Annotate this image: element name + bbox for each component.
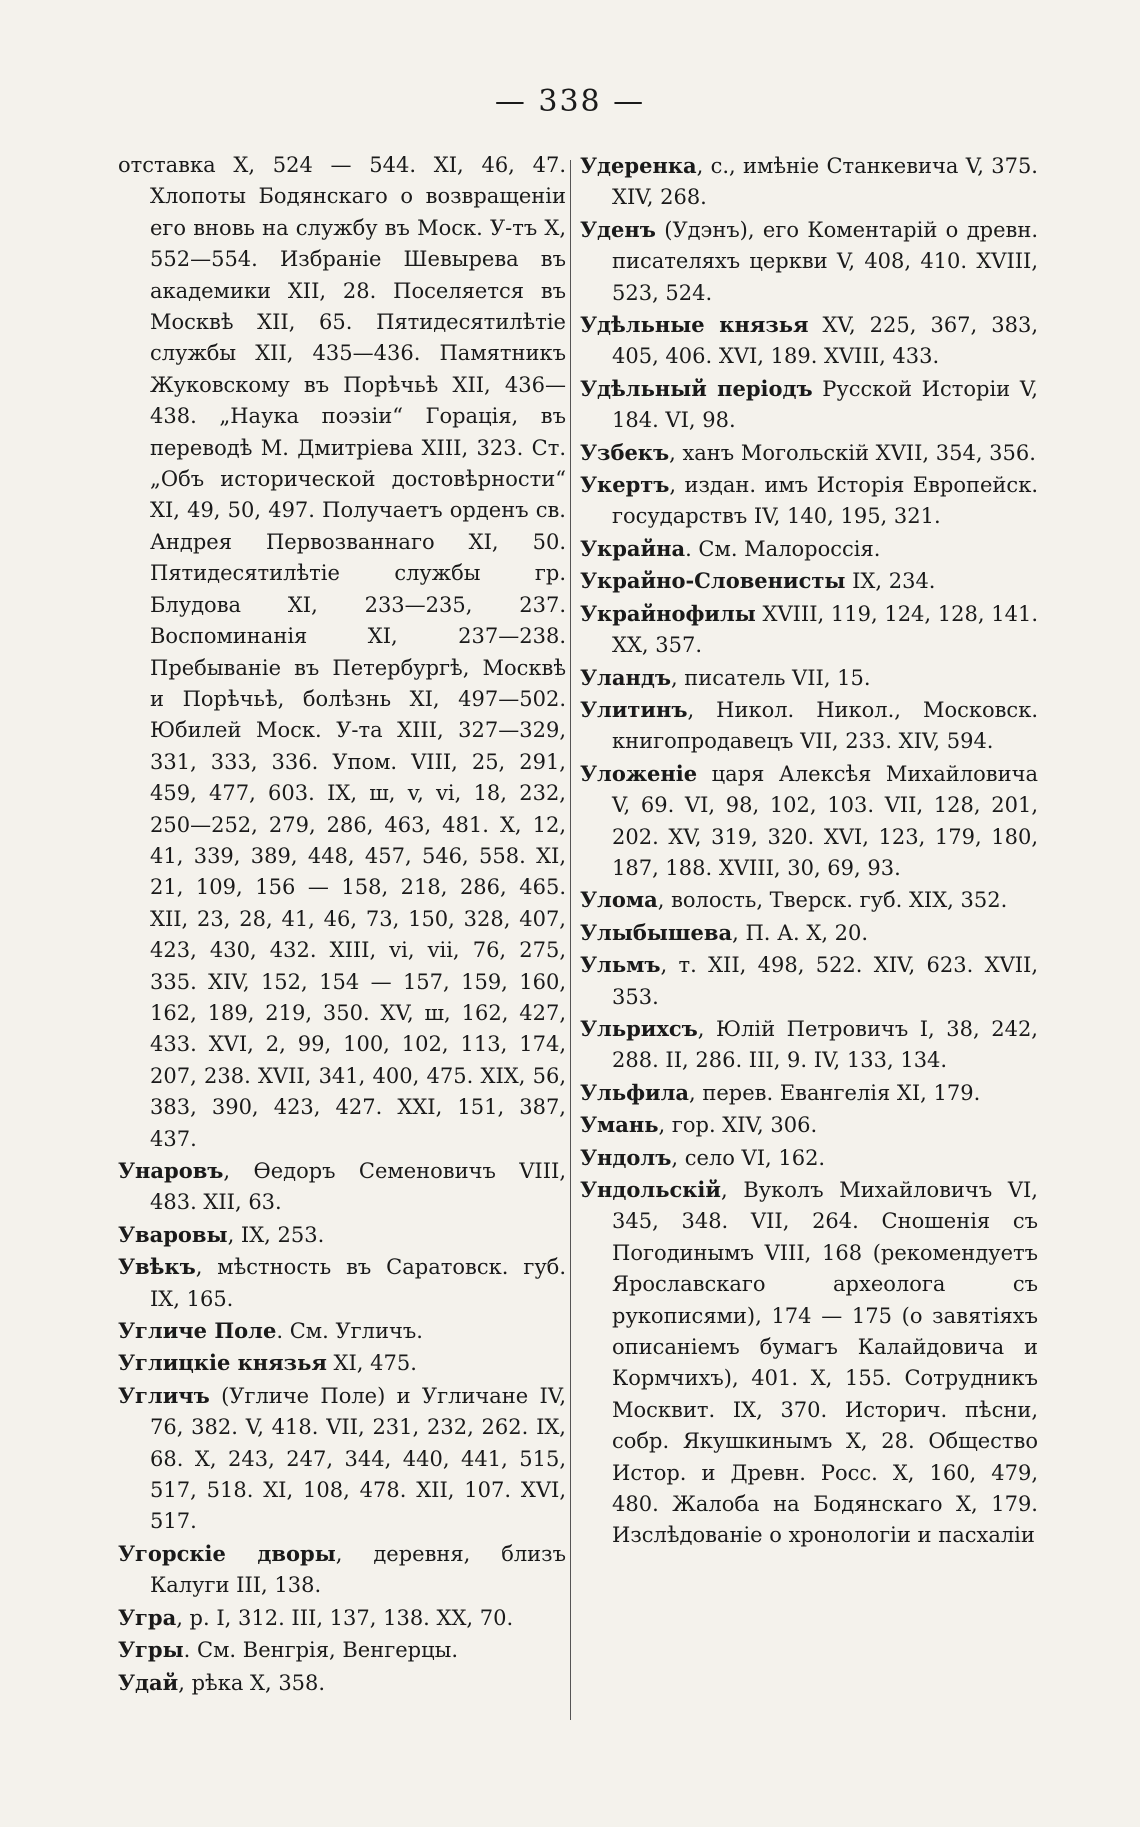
entry-text: , с., имѣніе Станкевича V, 375. XIV, 268. <box>612 154 1038 210</box>
index-entry <box>580 884 1038 916</box>
index-entry <box>580 949 1038 1013</box>
entry-text: , деревня, близъ Калуги III, 138. <box>150 1541 566 1598</box>
entry-headword: Угличе Поле <box>118 1318 277 1344</box>
entry-headword: Уландъ <box>580 664 671 690</box>
entry-text: , IX, 253. <box>227 1222 325 1247</box>
index-entry <box>118 1251 566 1315</box>
entry-headword: Угра <box>118 1604 177 1630</box>
index-entry <box>118 1602 566 1634</box>
entry-text: IX, 234. <box>845 569 936 594</box>
index-entry <box>580 1142 1038 1174</box>
entry-text: XI, 475. <box>326 1351 417 1376</box>
entry-headword: Ундольскій <box>580 1177 721 1202</box>
index-entry <box>580 1077 1038 1109</box>
entry-text: , р. I, 312. III, 137, 138. XX, 70. <box>176 1605 514 1630</box>
entry-text: Русской Исторіи V, 184. VI, 98. <box>612 376 1038 433</box>
entry-text: (Удэнъ), его Коментарій о древн. писателяхъ церкви V, 408, 410. XVIII, 523, 524. <box>612 217 1038 305</box>
entry-headword: Укертъ <box>580 472 670 498</box>
entry-text: , ханъ Могольскій XVII, 354, 356. <box>669 440 1036 465</box>
entry-text: . См. Малороссія. <box>685 536 881 561</box>
entry-text: , мѣстность въ Саратовск. губ. IX, 165. <box>150 1255 566 1311</box>
entry-text: , Юлій Петровичъ I, 38, 242, 288. II, 286. III, 9. IV, 133, 134. <box>612 1016 1038 1073</box>
entry-headword: Увѣкъ <box>118 1254 196 1280</box>
index-entry <box>118 1667 566 1699</box>
left-column <box>118 150 566 1699</box>
entry-headword: Улыбышева <box>580 919 733 945</box>
entry-text: царя Алексѣя Михайловича V, 69. VI, 98, 102, 103. VII, 128, 201, 202. XV, 319, 320. XVI, 123, 179, 180, 187, 188. XVIII, 30, 69, 93. <box>612 761 1038 880</box>
entry-headword: Уденъ <box>580 216 656 242</box>
entry-headword: Узбекъ <box>580 439 670 465</box>
entry-headword: Украйнофилы <box>580 600 756 626</box>
index-entry <box>118 1347 566 1379</box>
entry-text: , перев. Евангелія XI, 179. <box>689 1080 981 1105</box>
entry-headword: Улома <box>580 887 658 913</box>
entry-text: , т. XII, 498, 522. XIV, 623. XVII, 353. <box>612 953 1038 1009</box>
entry-headword: Ульрихсъ <box>580 1015 698 1041</box>
index-entry <box>580 917 1038 949</box>
index-entry <box>580 758 1038 885</box>
entry-headword: Умань <box>580 1112 659 1138</box>
index-entry <box>580 1174 1038 1552</box>
index-entry <box>580 565 1038 597</box>
entry-text: , писатель VII, 15. <box>670 665 871 690</box>
entry-text: , Вуколъ Михайловичъ VI, 345, 348. VII, 264. Сношенія съ Погодинымъ VIII, 168 (рекомендуетъ Ярославскаго археолога съ рукописями), 174 — 175 (о завятіяхъ описаніемъ бумагъ Калайдовича и Кормчихъ), 401. X, 155. Сотрудникъ Москвит. IX, 370. Историч. пѣсни, собр. Якушкинымъ X, 28. Общество Истор. и Древн. Росс. X, 160, 479, 480. Жалоба на Бодянскаго X, 179. Изслѣдованіе о хронологіи и пасхаліи <box>612 1178 1038 1548</box>
entry-text: , гор. XIV, 306. <box>658 1113 818 1138</box>
entry-headword: Уложеніе <box>580 760 698 786</box>
entry-headword: Углицкіе князья <box>118 1350 327 1376</box>
index-entry <box>118 1155 566 1219</box>
index-entry <box>118 1315 566 1347</box>
index-entry <box>580 373 1038 437</box>
entry-text: XV, 225, 367, 383, 405, 406. XVI, 189. XVIII, 433. <box>612 313 1038 369</box>
entry-text: , Ѳедоръ Семеновичъ VIII, 483. XII, 63. <box>150 1159 566 1215</box>
index-entry <box>118 150 566 1155</box>
index-entry <box>580 533 1038 565</box>
entry-text: . См. Угличъ. <box>276 1319 423 1344</box>
entry-text: . См. Венгрія, Венгерцы. <box>183 1638 458 1663</box>
page-number: — 338 — <box>494 84 646 119</box>
entry-headword: Угличъ <box>118 1382 210 1408</box>
entry-text: , Никол. Никол., Московск. книгопродавецъ VII, 233. XIV, 594. <box>612 697 1038 754</box>
entry-headword: Ульмъ <box>580 952 661 978</box>
index-entry <box>118 1380 566 1538</box>
index-entry <box>580 694 1038 758</box>
entry-headword: Унаровъ <box>118 1158 224 1183</box>
entry-text: , П. А. X, 20. <box>732 920 869 945</box>
entry-headword: Ульфила <box>580 1079 690 1105</box>
index-entry <box>580 1109 1038 1141</box>
index-entry <box>580 437 1038 469</box>
index-entry <box>580 598 1038 662</box>
entry-headword: Угры <box>118 1637 184 1663</box>
index-entry <box>580 214 1038 309</box>
entry-text: , рѣка X, 358. <box>178 1670 326 1695</box>
entry-headword: Ундолъ <box>580 1144 672 1170</box>
index-entry <box>580 469 1038 533</box>
entry-text: , село VI, 162. <box>671 1145 826 1170</box>
index-entry <box>118 1538 566 1602</box>
index-entry <box>580 662 1038 694</box>
index-entry <box>580 309 1038 373</box>
entry-text: (Угличе Поле) и Угличане IV, 76, 382. V, 418. VII, 231, 232, 262. IX, 68. X, 243, 247, 344, 440, 441, 515, 517, 518. XI, 108, 478. XII, 107. XVI, 517. <box>150 1383 566 1534</box>
entry-headword: Удѣльные князья <box>580 312 809 338</box>
entry-text: отставка X, 524 — 544. XI, 46, 47. Хлопоты Бодянскаго о возвращеніи его вновь на службу въ Моск. У-тъ X, 552—554. Избраніе Шевырева въ академики XII, 28. Поселяется въ Москвѣ XII, 65. Пятидесятилѣтіе службы XII, 435—436. Памятникъ Жуковскому въ Порѣчьѣ XII, 436—438. „Наука поэзіи“ Горація, въ переводѣ М. Дмитріева XIII, 323. Ст. „Объ исторической достовѣрности“ XI, 49, 50, 497. Получаетъ орденъ св. Андрея Первозваннаго XI, 50. Пятидесятилѣтіе службы гр. Блудова XI, 233—235, 237. Воспоминанія XI, 237—238. Пребываніе въ Петербургѣ, Москвѣ и Порѣчьѣ, болѣзнь XI, 497—502. Юбилей Моск. У-та XIII, 327—329, 331, 333, 336. Упом. VIII, 25, 291, 459, 477, 603. IX, ш, v, vi, 18, 232, 250—252, 279, 286, 463, 481. X, 12, 41, 339, 389, 448, 457, 546, 558. XI, 21, 109, 156 — 158, 218, 286, 465. XII, 23, 28, 41, 46, 73, 150, 328, 407, 423, 430, 432. XIII, vi, vii, 76, 275, 335. XIV, 152, 154 — 157, 159, 160, 162, 189, 219, 350. XV, ш, 162, 427, 433. XVI, 2, 99, 100, 102, 113, 174, 207, 238. XVII, 341, 400, 475. XIX, 56, 383, 390, 423, 427. XXI, 151, 387, 437. <box>118 153 566 1151</box>
entry-text: , издан. имъ Исторія Европейск. государствъ IV, 140, 195, 321. <box>612 473 1038 529</box>
entry-headword: Украйно-Словенисты <box>580 568 846 594</box>
index-entry <box>580 1013 1038 1077</box>
entry-headword: Украйна <box>580 535 686 561</box>
column-divider <box>570 160 571 1720</box>
entry-headword: Удеренка <box>580 153 697 178</box>
entry-headword: Удѣльный періодъ <box>580 375 813 401</box>
entry-text: , волость, Тверск. губ. XIX, 352. <box>657 888 1008 913</box>
index-entry <box>580 150 1038 214</box>
entry-headword: Улитинъ <box>580 696 688 722</box>
entry-text: XVIII, 119, 124, 128, 141. XX, 357. <box>612 601 1038 658</box>
right-column <box>580 150 1038 1552</box>
entry-headword: Уваровы <box>118 1221 228 1247</box>
entry-headword: Удай <box>118 1669 179 1695</box>
index-entry <box>118 1634 566 1666</box>
entry-headword: Угорскіе дворы <box>118 1540 336 1566</box>
index-entry <box>118 1219 566 1251</box>
